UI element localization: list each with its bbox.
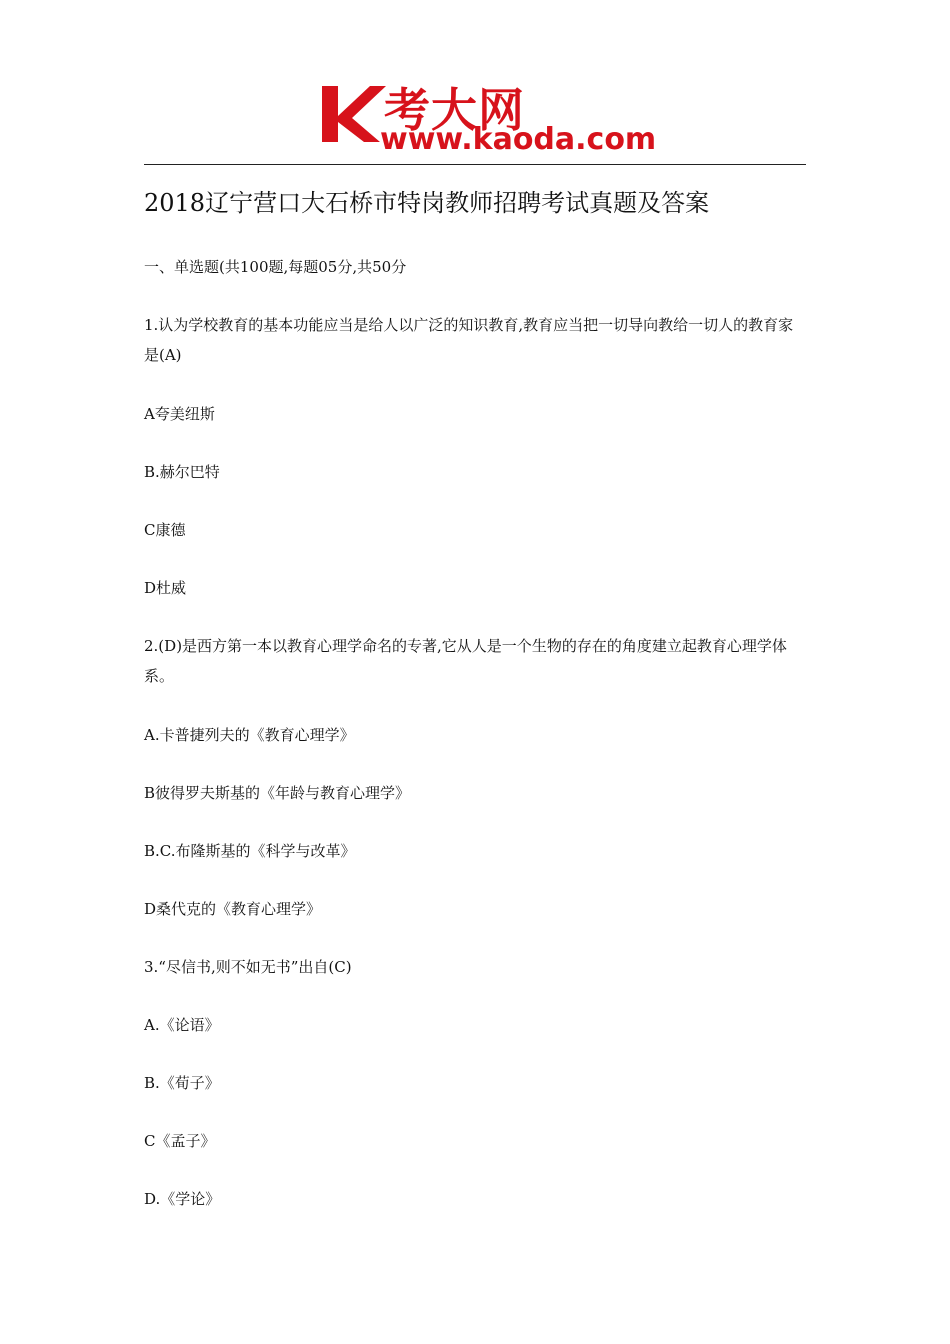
question-3-stem: 3.“尽信书,则不如无书”出自(C) — [144, 958, 352, 976]
question-2-option-a: A.卡普捷列夫的《教育心理学》 — [144, 726, 355, 744]
question-3-option-a: A.《论语》 — [144, 1016, 220, 1034]
question-3-option-d: D.《学论》 — [144, 1190, 221, 1208]
question-1-option-b: B.赫尔巴特 — [144, 463, 220, 481]
question-1-option-a: A夸美纽斯 — [144, 405, 215, 423]
question-1-option-d: D杜威 — [144, 579, 187, 597]
question-2-stem: 2.(D)是西方第一本以教育心理学命名的专著,它从人是一个生物的存在的角度建立起教育心理学体系。 — [144, 637, 787, 685]
document-title: 2018辽宁营口大石桥市特岗教师招聘考试真题及答案 — [144, 189, 710, 217]
header-divider — [144, 164, 806, 165]
question-2-option-b: B彼得罗夫斯基的《年龄与教育心理学》 — [144, 784, 411, 802]
section-heading: 一、单选题(共100题,每题05分,共50分 — [144, 258, 407, 276]
question-3-option-c: C《孟子》 — [144, 1132, 216, 1150]
kaoda-logo[interactable] — [318, 78, 657, 158]
question-3-option-b: B.《荀子》 — [144, 1074, 220, 1092]
question-2-option-c: B.C.布隆斯基的《科学与改革》 — [144, 842, 356, 860]
logo-brand-text: 考大网 — [384, 83, 525, 137]
question-1-stem: 1.认为学校教育的基本功能应当是给人以广泛的知识教育,教育应当把一切导向教给一切人的教育家是(A) — [144, 316, 794, 364]
question-2-option-d: D桑代克的《教育心理学》 — [144, 900, 322, 918]
logo-url-text: www.kaoda.com — [380, 122, 657, 157]
question-1-option-c: C康德 — [144, 521, 186, 539]
